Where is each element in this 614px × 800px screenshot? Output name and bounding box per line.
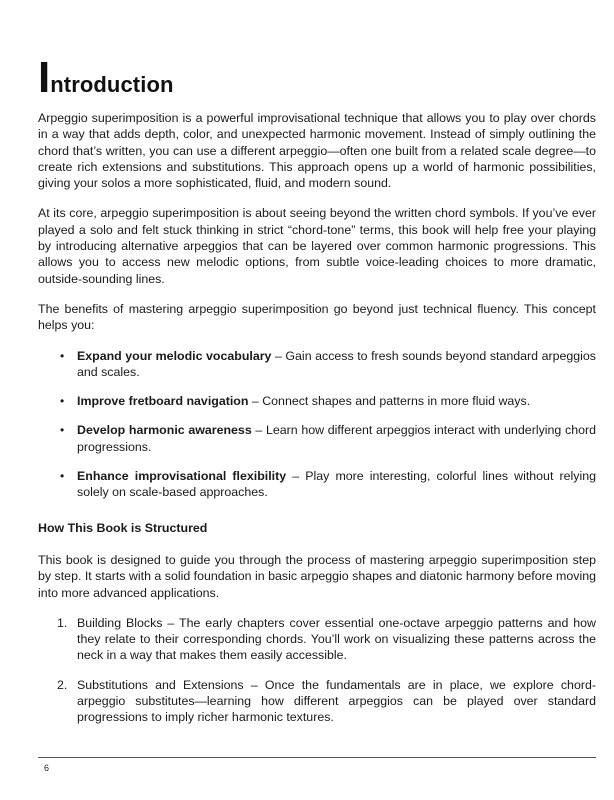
list-item [38, 615, 596, 664]
benefit-desc: – Play more interesting, colorful lines without relying solely on scale-based approaches. [77, 469, 597, 500]
step-text: Substitutions and Extensions – Once the fundamentals are in place, we explore chord-arpeggio substitutes—learning how different arpeggios can be played over standard progressions to imply richer harmonic textures. [77, 677, 596, 725]
benefit-term: Improve fretboard navigation [77, 394, 249, 409]
title-dropcap: I [38, 53, 51, 102]
paragraph-benefits: The benefits of mastering arpeggio superimposition go beyond just technical fluency. This concept helps you: [38, 301, 596, 333]
benefit-desc: – Connect shapes and patterns in more fluid ways. [248, 394, 531, 409]
list-number: 2. [57, 677, 68, 692]
section-heading: How This Book is Structured [38, 520, 208, 535]
page-number: 6 [44, 763, 50, 773]
paragraph-structure: This book is designed to guide you through the process of mastering arpeggio superimposition step by step. It starts with a solid foundation in basic arpeggio shapes and diatonic harmony before moving into more advanced applications. [38, 552, 596, 600]
paragraph-intro: Arpeggio superimposition is a powerful improvisational technique that allows you to play over chords in a way that adds depth, color, and unexpected harmonic movement. Instead of simply outlining the chord that’s written, you can use a different arpeggio—often one built from a related scale degree—to create rich extensions and substitutions. This approach opens up a world of harmonic possibilities, giving your solos a more sophisticated, fluid, and modern sound. [38, 111, 596, 191]
list-item [38, 393, 596, 409]
list-item [38, 422, 596, 455]
list-item [38, 677, 596, 726]
benefits-list [38, 348, 596, 501]
bullet-icon: • [60, 348, 65, 363]
benefit-term: Enhance improvisational flexibility [77, 469, 287, 484]
list-item [38, 468, 596, 501]
bullet-icon: • [60, 423, 65, 438]
body-content [38, 110, 596, 739]
benefit-term: Expand your melodic vocabulary [77, 348, 272, 363]
footer-divider [38, 757, 596, 758]
benefit-desc: – Learn how different arpeggios interact with underlying chord progressions. [77, 423, 596, 454]
list-number: 1. [57, 615, 68, 630]
benefit-term: Develop harmonic awareness [77, 423, 252, 438]
paragraph-core: At its core, arpeggio superimposition is about seeing beyond the written chord symbols. If you’ve ever played a solo and felt stuck thinking in strict “chord-tone” terms, this book will help free your playing by introducing alternative arpeggios that can be layered over common harmonic progressions. This allows you to access new melodic options, from subtle voice-leading choices to more dramatic, outside-sounding lines. [38, 206, 596, 286]
benefit-desc: – Gain access to fresh sounds beyond standard arpeggios and scales. [77, 348, 596, 379]
step-text: Building Blocks – The early chapters cover essential one-octave arpeggio patterns and how they relate to their corresponding chords. You’ll work on visualizing these patterns across the neck in a way that makes them easily accessible. [77, 615, 596, 663]
bullet-icon: • [60, 394, 65, 409]
list-item [38, 348, 596, 381]
title-rest: ntroduction [50, 72, 174, 97]
page-title [38, 53, 174, 102]
structure-list [38, 615, 596, 726]
bullet-icon: • [60, 469, 65, 484]
